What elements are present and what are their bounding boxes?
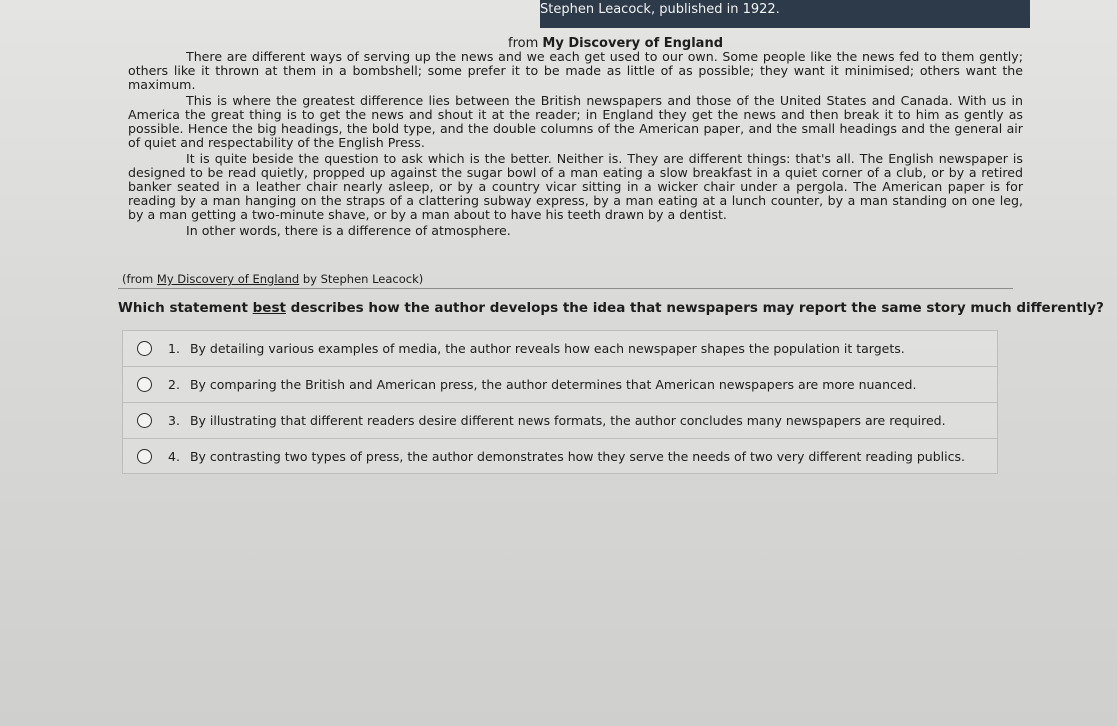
passage-paragraph-1: There are different ways of serving up the news and we each get used to our own. Some people like the news fed to them gently; others like it thrown at them in a bombshell; some prefer it to be made as little of as possible; they want it minimised; others want the maximum. [128,49,1023,92]
choice-text: By comparing the British and American press, the author determines that American newspapers are more nuanced. [189,377,917,392]
question-text [118,300,1104,316]
excerpt-prefix: from [508,36,539,51]
passage-citation [122,272,423,286]
choice-text: By contrasting two types of press, the author demonstrates how they serve the needs of two very different reading publics. [189,448,965,464]
question-divider [118,288,1013,289]
passage-paragraph-4: In other words, there is a difference of atmosphere. [186,223,511,238]
radio-button-2[interactable] [137,377,152,392]
question-after: describes how the author develops the idea that newspapers may report the same story much differently? [290,300,1104,316]
answer-choice-3[interactable] [122,402,998,438]
radio-button-1[interactable] [137,341,152,356]
citation-title: My Discovery of England [156,272,300,286]
passage-paragraph-3: It is quite beside the question to ask which is the better. Neither is. They are different things: that's all. The English newspaper is designed to be read quietly, propped up against the sugar bowl of a man eating a slow breakfast in a quiet corner of a club, or by a retired banker seated in a leather chair nearly asleep, or by a country vicar sitting in a wicker chair under a pergola. The American paper is for reading by a man hanging on the straps of a clattering subway express, by a man eating at a lunch counter, by a man standing on one leg, by a man getting a two-minute shave, or by a man about to have his teeth drawn by a dentist. [128,151,1023,222]
passage-paragraph-2: This is where the greatest difference lies between the British newspapers and those of the United States and Canada. With us in America the great thing is to get the news and shout it at the reader; in England they get the news and then break it to him as gently as possible. Hence the big headings, the bold type, and the double columns of the American paper, and the small headings and the general air of quiet and respectability of the English Press. [128,93,1023,150]
citation-prefix: (from [122,272,154,286]
choice-text: By detailing various examples of media, the author reveals how each newspaper shapes the population it targets. [189,341,905,356]
answer-choice-4[interactable] [122,438,998,474]
answer-choice-2[interactable] [122,366,998,402]
excerpt-title: My Discovery of England [542,36,724,51]
question-emphasis: best [252,300,286,316]
answer-choice-1[interactable] [122,330,998,366]
radio-button-4[interactable] [137,449,152,464]
choice-number: 3. [168,413,180,428]
answer-choices [122,330,998,474]
question-stem [118,300,1104,316]
choice-number: 4. [168,448,180,464]
choice-text: By illustrating that different readers desire different news formats, the author concludes many newspapers are required. [189,413,946,428]
choice-number: 1. [168,341,180,356]
radio-button-3[interactable] [137,413,152,428]
question-before: Which statement [118,300,248,316]
choice-number: 2. [168,377,180,392]
reading-passage [128,50,1023,240]
citation-suffix: by Stephen Leacock) [302,272,424,286]
attribution-line: Stephen Leacock, published in 1922. [540,2,780,17]
